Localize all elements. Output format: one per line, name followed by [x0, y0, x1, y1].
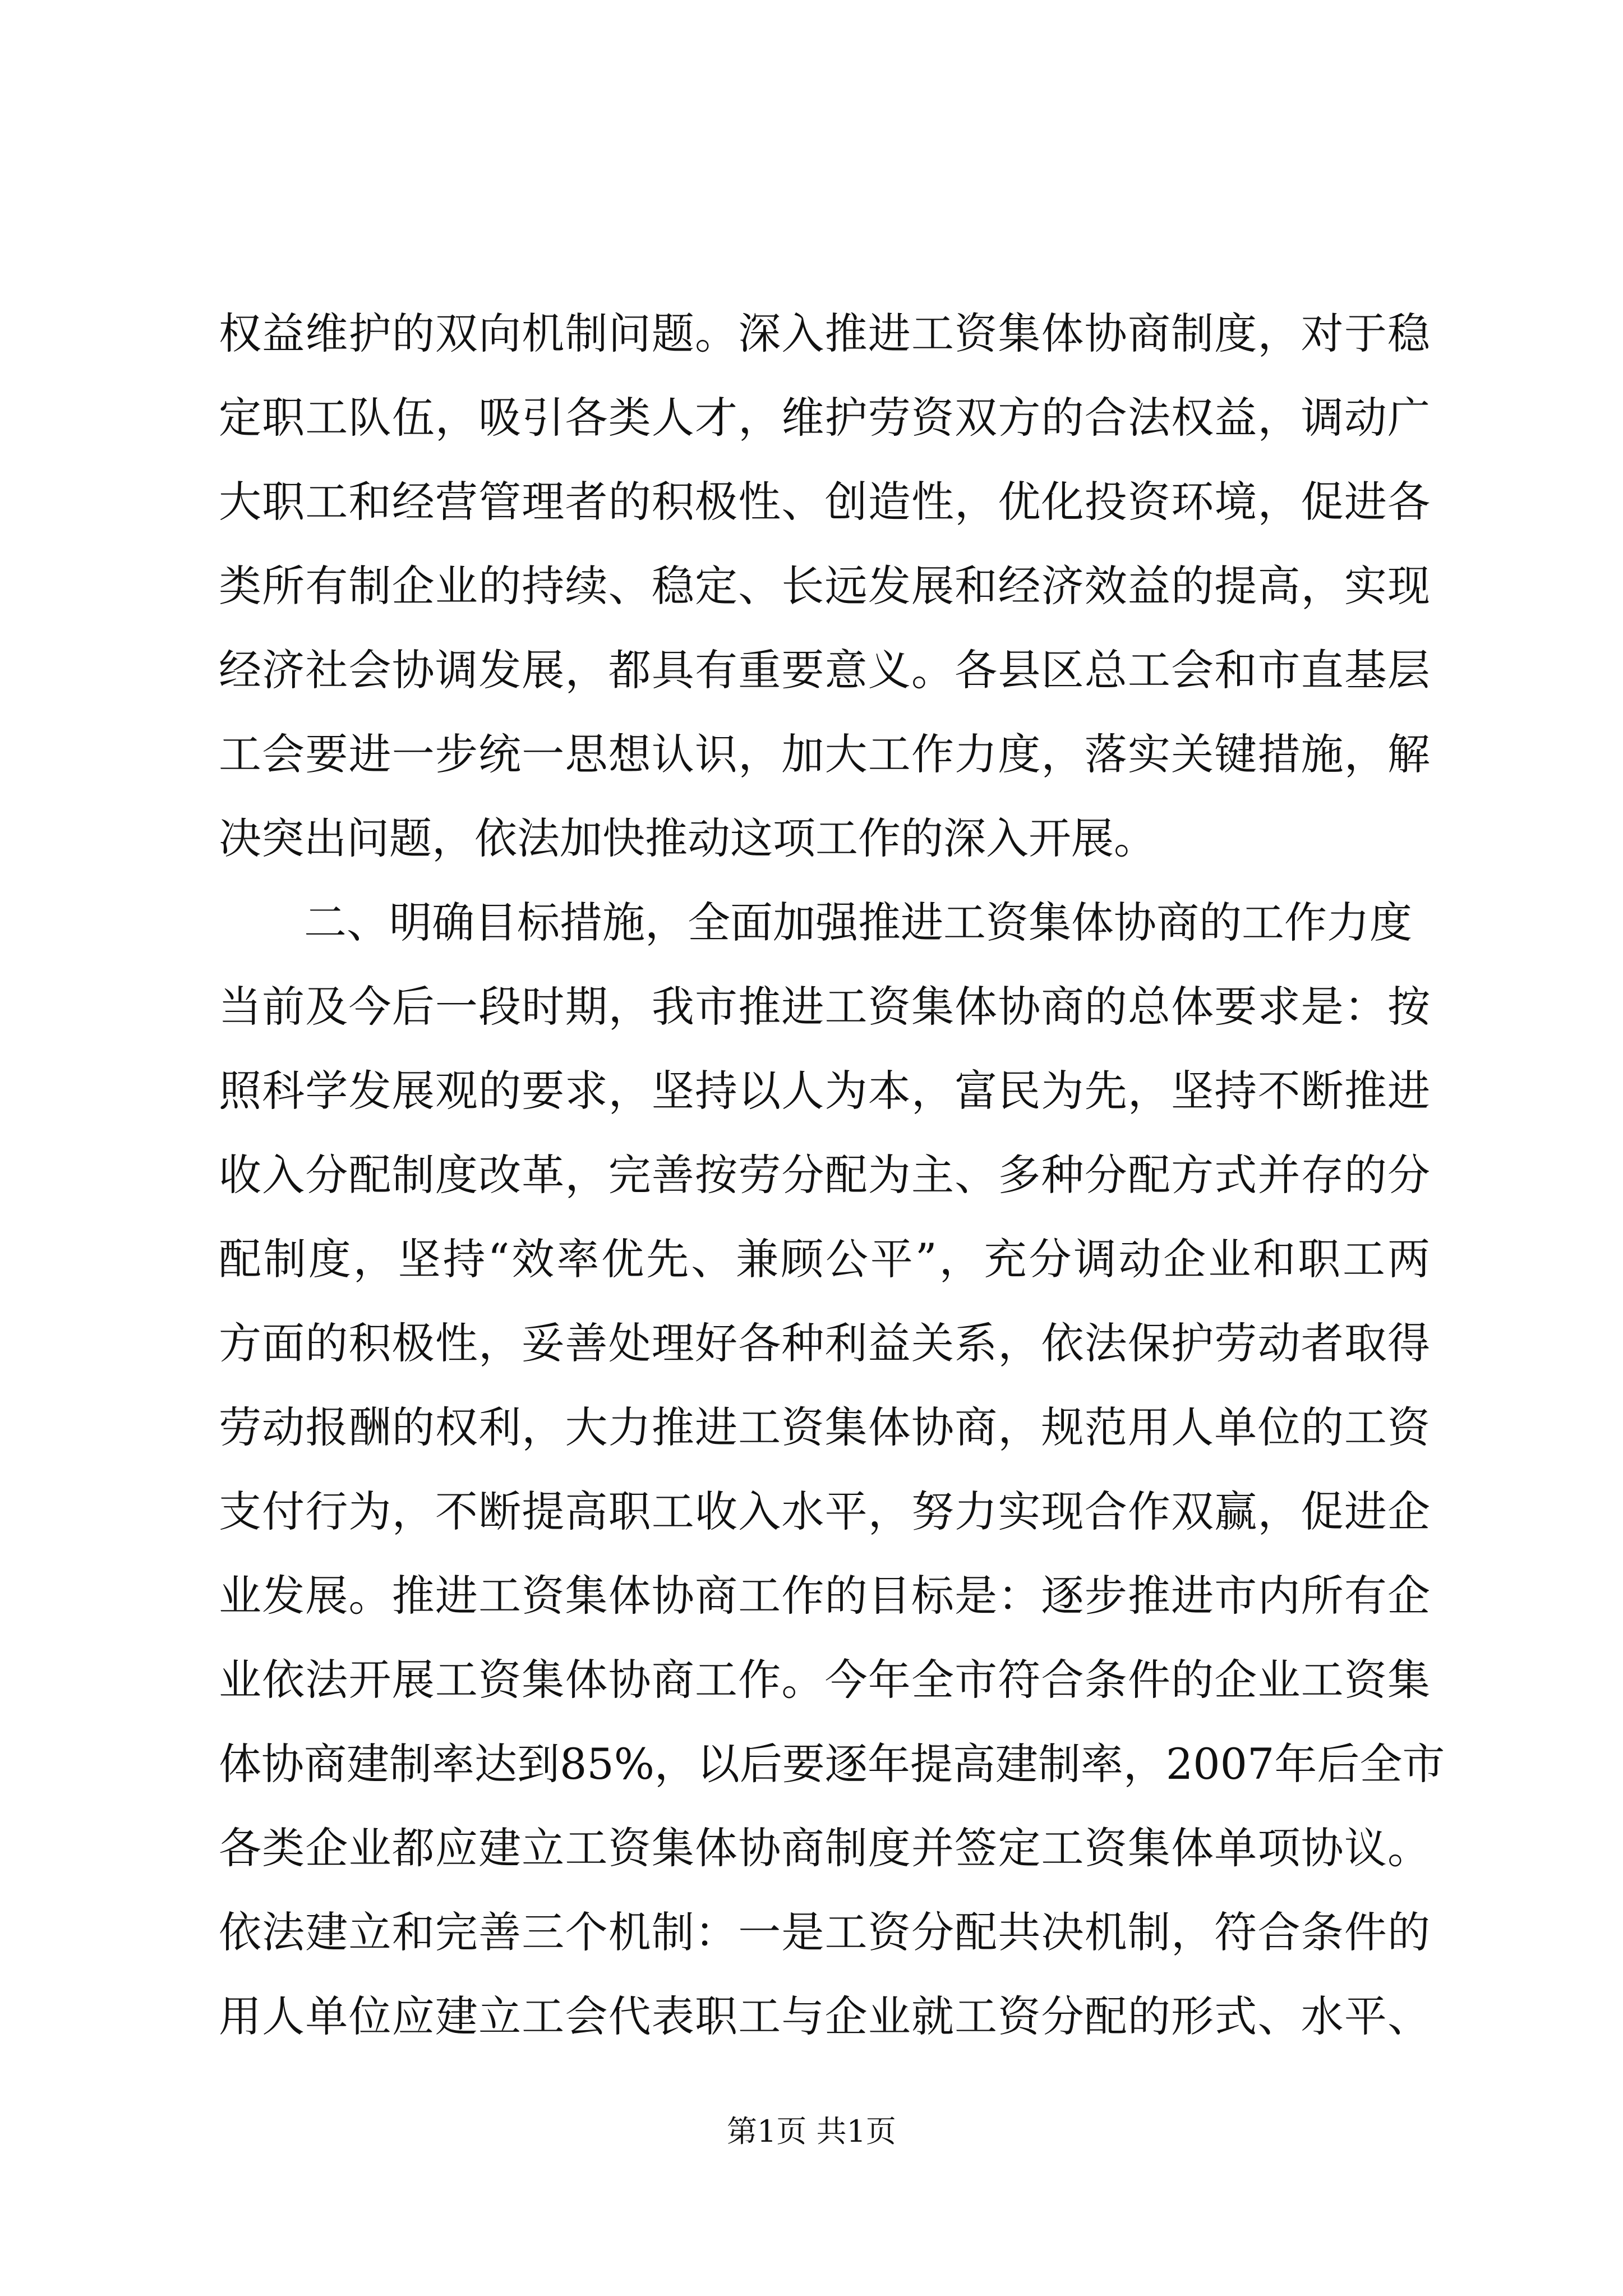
- text-line: 体协商建制率达到85%，以后要逐年提高建制率，2007年后全市: [219, 1739, 1445, 1789]
- text-line: 用人单位应建立工会代表职工与企业就工资分配的形式、水平、: [219, 1991, 1430, 2041]
- text-line: 照科学发展观的要求，坚持以人为本，富民为先，坚持不断推进: [219, 1066, 1430, 1116]
- text-line: 大职工和经营管理者的积极性、创造性，优化投资环境，促进各: [219, 477, 1430, 527]
- text-line: 当前及今后一段时期，我市推进工资集体协商的总体要求是：按: [219, 982, 1430, 1032]
- text-line: 业依法开展工资集体协商工作。今年全市符合条件的企业工资集: [219, 1655, 1430, 1705]
- text-line: 依法建立和完善三个机制：一是工资分配共决机制，符合条件的: [219, 1907, 1430, 1957]
- text-line: 经济社会协调发展，都具有重要意义。各县区总工会和市直基层: [219, 645, 1430, 695]
- text-line: 定职工队伍，吸引各类人才，维护劳资双方的合法权益，调动广: [219, 393, 1430, 443]
- text-line: 权益维护的双向机制问题。深入推进工资集体协商制度，对于稳: [219, 309, 1430, 358]
- page-footer: 第1页 共1页: [727, 2114, 896, 2149]
- section-heading: 二、明确目标措施，全面加强推进工资集体协商的工作力度: [304, 898, 1412, 947]
- text-line: 业发展。推进工资集体协商工作的目标是：逐步推进市内所有企: [219, 1571, 1430, 1621]
- text-line: 劳动报酬的权利，大力推进工资集体协商，规范用人单位的工资: [219, 1402, 1430, 1452]
- text-line: 方面的积极性，妥善处理好各种利益关系，依法保护劳动者取得: [219, 1318, 1430, 1368]
- text-line: 各类企业都应建立工资集体协商制度并签定工资集体单项协议。: [219, 1823, 1430, 1873]
- document-body: [219, 292, 1445, 2059]
- text-line: 工会要进一步统一思想认识，加大工作力度，落实关键措施，解: [219, 729, 1430, 779]
- text-line: 收入分配制度改革，完善按劳分配为主、多种分配方式并存的分: [219, 1150, 1430, 1200]
- text-line: 决突出问题，依法加快推动这项工作的深入开展。: [219, 813, 1156, 863]
- text-line: 支付行为，不断提高职工收入水平，努力实现合作双赢，促进企: [219, 1487, 1430, 1536]
- text-line: 类所有制企业的持续、稳定、长远发展和经济效益的提高，实现: [219, 561, 1430, 611]
- text-line: 配制度，坚持“效率优先、兼顾公平”，充分调动企业和职工两: [219, 1234, 1430, 1284]
